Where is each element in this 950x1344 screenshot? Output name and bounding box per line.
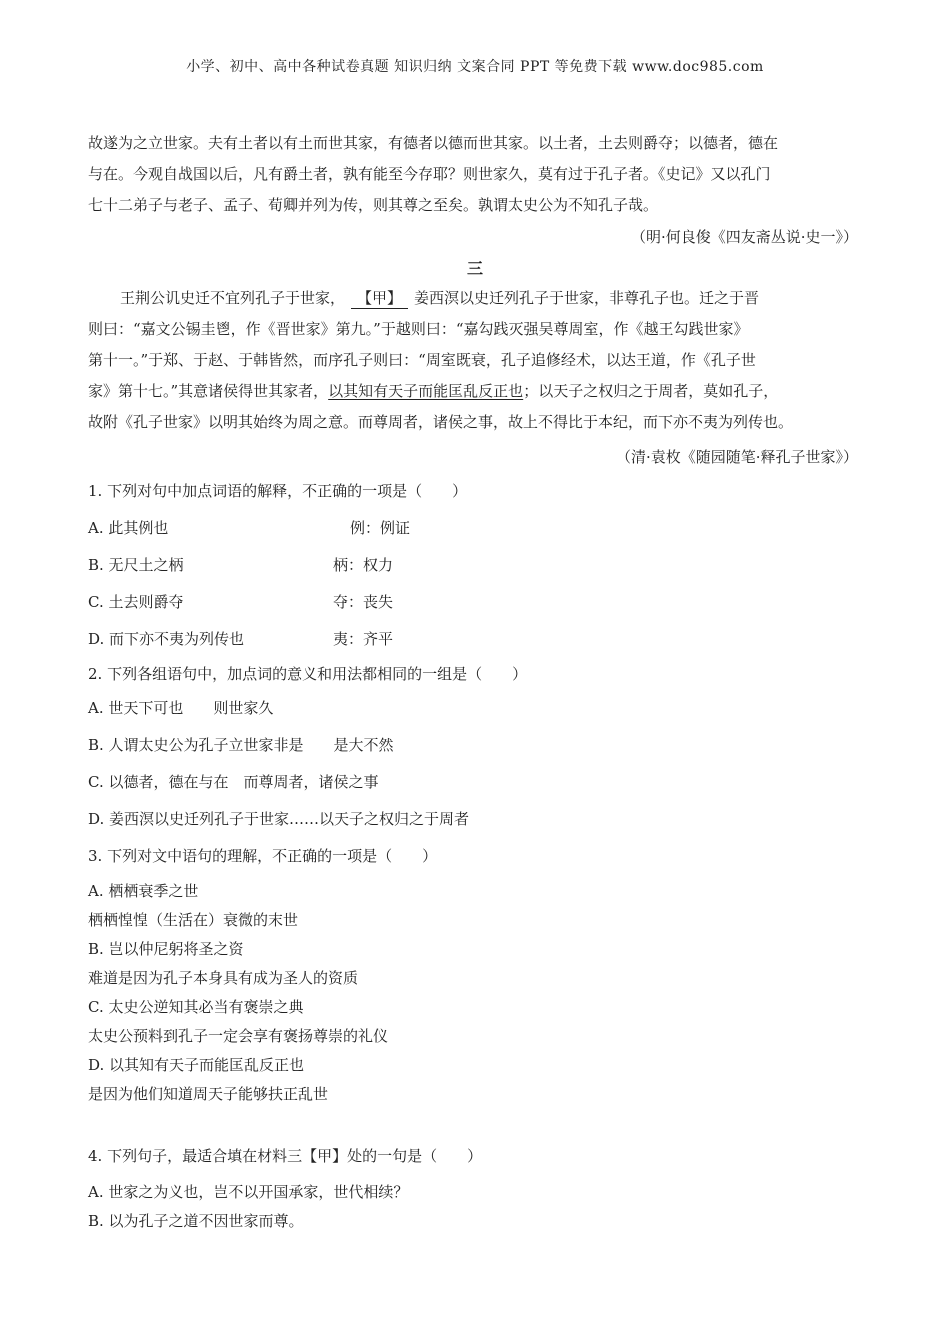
question-1-option-b-definition: 柄：权力 [333,556,394,574]
passage-line: 则曰：“嘉文公锡圭鬯，作《晋世家》第九。”于越则曰：“嘉勾践灭强吴尊周室，作《越王勾践世家》 [88,320,749,338]
question-4-option-a: A. 世家之为义也，岂不以开国承家，世代相续？ [88,1183,409,1201]
question-1-option-d: D. 而下亦不夷为列传也 [88,630,245,648]
section-three-title: 三 [466,259,483,278]
question-2-option-b: B. 人谓太史公为孔子立世家非是 是大不然 [88,736,394,754]
question-2-stem: 2. 下列各组语句中，加点词的意义和用法都相同的一组是（ ） [88,665,528,683]
passage-three-source: （清·袁枚《随园随笔·释孔子世家》） [615,448,858,466]
question-2-option-d: D. 姜西溟以史迁列孔子于世家……以天子之权归之于周者 [88,810,470,828]
question-4-stem: 4. 下列句子，最适合填在材料三【甲】处的一句是（ ） [88,1147,483,1165]
passage-line: 第十一。”于郑、于赵、于韩皆然，而序孔子则曰：“周室既衰，孔子追修经术，以达王道，作《孔子世 [88,351,756,369]
question-1-option-a-definition: 例：例证 [350,519,411,537]
question-2-option-a: A. 世天下可也 则世家久 [88,699,274,717]
passage-line: 故遂为之立世家。夫有土者以有土而世其家，有德者以德而世其家。以土者，土去则爵夺；以德者，德在 [88,134,779,152]
question-2-option-c: C. 以德者，德在与在 而尊周者，诸侯之事 [88,773,379,791]
question-1-option-c: C. 土去则爵夺 [88,593,184,611]
passage-segment: 王荆公讥史迁不宜列孔子于世家， [120,289,346,307]
question-1-option-c-definition: 夺：丧失 [333,593,394,611]
question-3-option-a-meaning: 栖栖惶惶（生活在）衰微的末世 [88,911,299,929]
question-1-option-d-definition: 夷：齐平 [333,630,394,648]
question-3-option-c-meaning: 太史公预料到孔子一定会享有褒扬尊崇的礼仪 [88,1027,389,1045]
question-3-option-c: C. 太史公逆知其必当有褒崇之典 [88,998,304,1016]
question-1-option-a: A. 此其例也 [88,519,169,537]
passage-line [88,376,864,407]
passage-two-source: （明·何良俊《四友斋丛说·史一》） [630,228,858,246]
question-1-option-b: B. 无尺土之柄 [88,556,184,574]
passage-line: 与在。今观自战国以后，凡有爵土者，孰有能至今存耶？则世家久，莫有过于孔子者。《史记》又以孔门 [88,165,771,183]
question-3-option-b-meaning: 难道是因为孔子本身具有成为圣人的资质 [88,969,359,987]
question-1-stem: 1. 下列对句中加点词语的解释，不正确的一项是（ ） [88,482,468,500]
passage-two-text [88,128,864,221]
passage-line [88,283,864,314]
passage-segment: ；以天子之权归之于周者，莫如孔子， [523,382,779,400]
question-4-option-b: B. 以为孔子之道不因世家而尊。 [88,1212,304,1230]
passage-three-text [88,283,864,438]
page-header: 小学、初中、高中各种试卷真题 知识归纳 文案合同 PPT 等免费下载 www.doc985.com [186,59,764,75]
question-3-option-d: D. 以其知有天子而能匡乱反正也 [88,1056,305,1074]
passage-segment: 姜西溟以史迁列孔子于世家，非尊孔子也。迁之于晋 [414,289,760,307]
question-3-option-a: A. 栖栖衰季之世 [88,882,199,900]
question-3-option-b: B. 岂以仲尼躬将圣之资 [88,940,244,958]
underlined-sentence: 以其知有天子而能匡乱反正也 [328,382,524,400]
passage-segment: 家》第十七。”其意诸侯得世其家者， [88,382,329,400]
question-3-option-d-meaning: 是因为他们知道周天子能够扶正乱世 [88,1085,329,1103]
passage-line: 七十二弟子与老子、孟子、荀卿并列为传，则其尊之至矣。孰谓太史公为不知孔子哉。 [88,196,659,214]
blank-jia: 【甲】 [351,288,408,309]
passage-line: 故附《孔子世家》以明其始终为周之意。而尊周者，诸侯之事，故上不得比于本纪，而下亦不夷为列传也。 [88,413,794,431]
question-3-stem: 3. 下列对文中语句的理解，不正确的一项是（ ） [88,847,438,865]
